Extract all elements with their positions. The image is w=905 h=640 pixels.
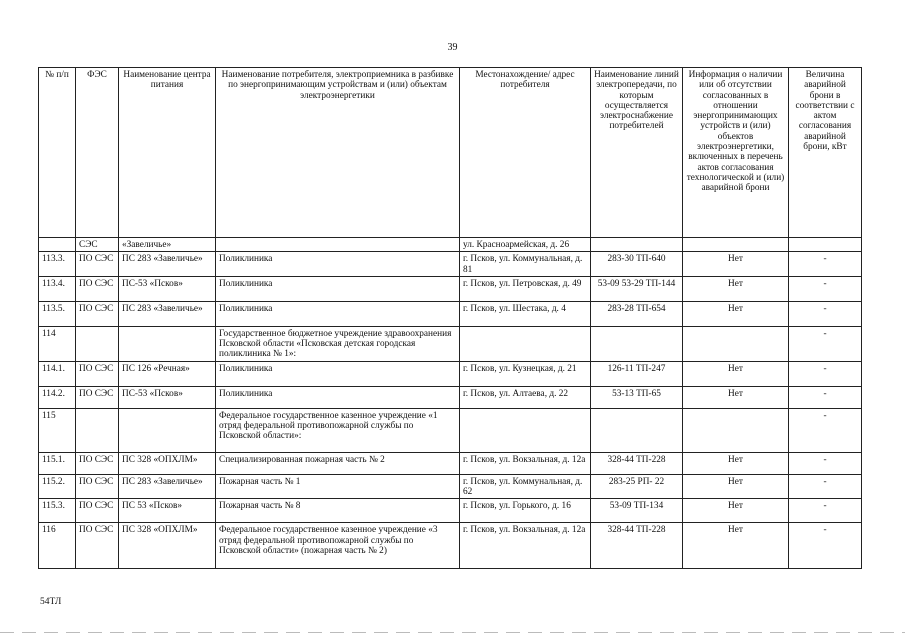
header-fes: ФЭС: [76, 68, 119, 238]
cell-fes: ПО СЭС: [76, 499, 119, 523]
cell-num: 113.5.: [39, 301, 76, 326]
cell-info: [683, 238, 789, 252]
cell-reserve: [789, 238, 862, 252]
table-row: [39, 252, 862, 277]
cell-center: ПС 126 «Речная»: [119, 361, 216, 386]
cell-info: Нет: [683, 301, 789, 326]
cell-consumer: Федеральное государственное казенное учреждение «3 отряд федеральной противопожарной службы по Псковской области» (пожарная часть № 2): [216, 523, 460, 569]
cell-fes: ПО СЭС: [76, 523, 119, 569]
cell-fes: [76, 408, 119, 452]
cell-info: Нет: [683, 474, 789, 499]
cell-info: Нет: [683, 276, 789, 301]
cell-center: ПС-53 «Псков»: [119, 386, 216, 408]
cell-center: «Завеличье»: [119, 238, 216, 252]
cell-consumer: Пожарная часть № 8: [216, 499, 460, 523]
cell-consumer: Специализированная пожарная часть № 2: [216, 452, 460, 474]
table-row: [39, 474, 862, 499]
cell-address: г. Псков, ул. Коммунальная, д. 62: [460, 474, 591, 499]
cell-reserve: -: [789, 252, 862, 277]
cell-info: [683, 326, 789, 361]
cell-consumer: Поликлиника: [216, 252, 460, 277]
cell-reserve: -: [789, 499, 862, 523]
header-address: Местонахождение/ адрес потребителя: [460, 68, 591, 238]
cell-fes: [76, 326, 119, 361]
cell-lines: [591, 326, 683, 361]
cell-lines: 283-30 ТП-640: [591, 252, 683, 277]
cell-address: [460, 408, 591, 452]
cell-address: г. Псков, ул. Петровская, д. 49: [460, 276, 591, 301]
table-row: [39, 361, 862, 386]
cell-reserve: -: [789, 326, 862, 361]
cell-lines: [591, 408, 683, 452]
cell-reserve: -: [789, 386, 862, 408]
cell-info: Нет: [683, 252, 789, 277]
cell-center: ПС-53 «Псков»: [119, 276, 216, 301]
cell-num: 114.1.: [39, 361, 76, 386]
cell-reserve: -: [789, 408, 862, 452]
table-row: [39, 301, 862, 326]
cell-info: [683, 408, 789, 452]
cell-consumer: Поликлиника: [216, 361, 460, 386]
header-row: [39, 68, 862, 238]
cell-num: 114.2.: [39, 386, 76, 408]
cell-consumer: [216, 238, 460, 252]
header-lines: Наименование линий электропередачи, по которым осуществляется электроснабжение потребителей: [591, 68, 683, 238]
cell-fes: ПО СЭС: [76, 276, 119, 301]
header-reserve: Величина аварийной брони в соответствии с актом согласования аварийной брони, кВт: [789, 68, 862, 238]
cell-fes: ПО СЭС: [76, 252, 119, 277]
cell-fes: СЭС: [76, 238, 119, 252]
cell-address: г. Псков, ул. Вокзальная, д. 12а: [460, 523, 591, 569]
cell-fes: ПО СЭС: [76, 452, 119, 474]
header-num: № п/п: [39, 68, 76, 238]
cell-lines: [591, 238, 683, 252]
cell-fes: ПО СЭС: [76, 301, 119, 326]
cell-lines: 53-09 ТП-134: [591, 499, 683, 523]
cell-address: г. Псков, ул. Кузнецкая, д. 21: [460, 361, 591, 386]
cell-num: 113.4.: [39, 276, 76, 301]
cell-lines: 328-44 ТП-228: [591, 452, 683, 474]
header-consumer: Наименование потребителя, электроприемника в разбивке по энергопринимающим устройствам и (или) объектам электроэнергетики: [216, 68, 460, 238]
cell-lines: 283-25 РП- 22: [591, 474, 683, 499]
cell-fes: ПО СЭС: [76, 474, 119, 499]
cell-num: 116: [39, 523, 76, 569]
cell-center: ПС 328 «ОПХЛМ»: [119, 452, 216, 474]
cell-address: ул. Красноармейская, д. 26: [460, 238, 591, 252]
cell-address: г. Псков, ул. Горького, д. 16: [460, 499, 591, 523]
table-row: [39, 408, 862, 452]
table-row: [39, 523, 862, 569]
cell-info: Нет: [683, 386, 789, 408]
header-center: Наименование центра питания: [119, 68, 216, 238]
cell-num: 115.1.: [39, 452, 76, 474]
cell-reserve: -: [789, 276, 862, 301]
table-row: [39, 386, 862, 408]
cell-center: [119, 408, 216, 452]
cell-lines: 53-09 53-29 ТП-144: [591, 276, 683, 301]
cell-consumer: Пожарная часть № 1: [216, 474, 460, 499]
cell-address: [460, 326, 591, 361]
cell-info: Нет: [683, 523, 789, 569]
cell-center: ПС 283 «Завеличье»: [119, 301, 216, 326]
cell-center: ПС 328 «ОПХЛМ»: [119, 523, 216, 569]
cell-consumer: Поликлиника: [216, 386, 460, 408]
table-row: [39, 326, 862, 361]
cell-address: г. Псков, ул. Шестака, д. 4: [460, 301, 591, 326]
consumer-table: [38, 67, 862, 569]
cell-consumer: Государственное бюджетное учреждение здравоохранения Псковской области «Псковская детская городская поликлиника № 1»:: [216, 326, 460, 361]
cell-num: 115.2.: [39, 474, 76, 499]
cell-center: ПС 53 «Псков»: [119, 499, 216, 523]
cell-address: г. Псков, ул. Вокзальная, д. 12а: [460, 452, 591, 474]
cell-fes: ПО СЭС: [76, 386, 119, 408]
cell-lines: 283-28 ТП-654: [591, 301, 683, 326]
table-row: [39, 452, 862, 474]
cell-consumer: Поликлиника: [216, 301, 460, 326]
cell-address: г. Псков, ул. Коммунальная, д. 81: [460, 252, 591, 277]
scan-artifact-line: [0, 632, 905, 633]
footer-code: 54ТЛ: [40, 597, 62, 607]
cell-center: ПС 283 «Завеличье»: [119, 474, 216, 499]
cell-num: 115.3.: [39, 499, 76, 523]
cell-num: 114: [39, 326, 76, 361]
cell-consumer: Поликлиника: [216, 276, 460, 301]
cell-reserve: -: [789, 474, 862, 499]
cell-consumer: Федеральное государственное казенное учреждение «1 отряд федеральной противопожарной службы по Псковской области»:: [216, 408, 460, 452]
cell-lines: 328-44 ТП-228: [591, 523, 683, 569]
table-row: [39, 276, 862, 301]
header-info: Информация о наличии или об отсутствии согласованных в отношении энергопринимающих устройств и (или) объектов электроэнергетики, включенных в перечень актов согласования технологической и (или) аварийной брони: [683, 68, 789, 238]
cell-info: Нет: [683, 452, 789, 474]
cell-num: 113.3.: [39, 252, 76, 277]
cell-fes: ПО СЭС: [76, 361, 119, 386]
cell-address: г. Псков, ул. Алтаева, д. 22: [460, 386, 591, 408]
cell-lines: 126-11 ТП-247: [591, 361, 683, 386]
page-number: 39: [447, 42, 458, 53]
cell-num: [39, 238, 76, 252]
cell-reserve: -: [789, 523, 862, 569]
cell-num: 115: [39, 408, 76, 452]
cell-center: ПС 283 «Завеличье»: [119, 252, 216, 277]
cell-lines: 53-13 ТП-65: [591, 386, 683, 408]
cell-info: Нет: [683, 499, 789, 523]
cell-center: [119, 326, 216, 361]
table-row: [39, 499, 862, 523]
cell-reserve: -: [789, 452, 862, 474]
table-row: [39, 238, 862, 252]
cell-reserve: -: [789, 361, 862, 386]
cell-reserve: -: [789, 301, 862, 326]
cell-info: Нет: [683, 361, 789, 386]
